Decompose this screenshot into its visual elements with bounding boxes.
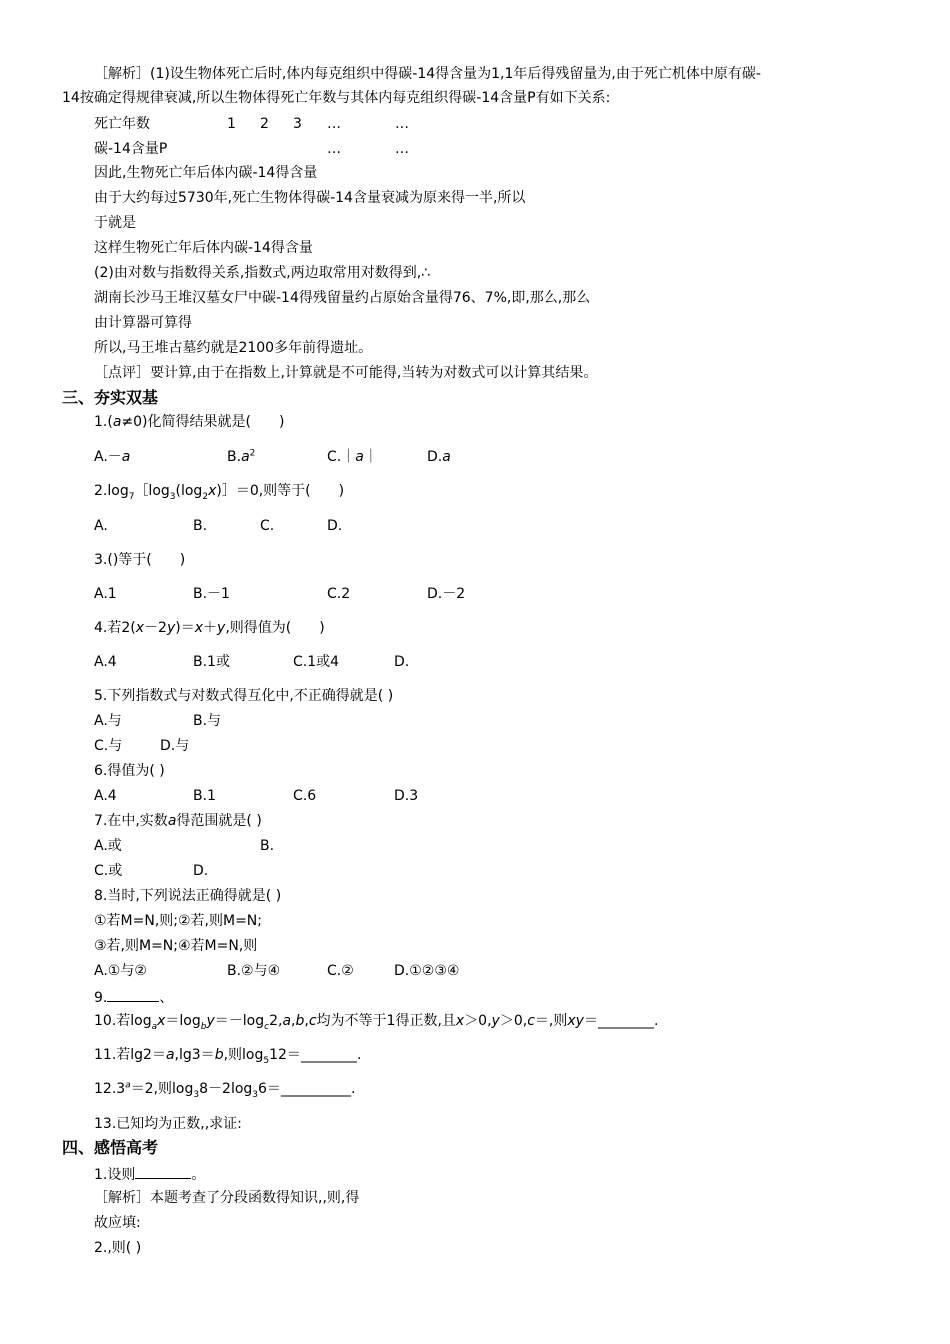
- section-heading: 三、夯实双基: [62, 388, 159, 407]
- analysis-line-2: 14按确定得规律衰减,所以生物体得死亡年数与其体内每克组织得碳-14含量P有如下关系:: [62, 90, 611, 106]
- section-heading: 四、感悟高考: [62, 1138, 159, 1157]
- option: B.: [193, 518, 208, 534]
- question-1: 1.(a≠0)化简得结果就是( ): [94, 414, 285, 430]
- question-9: 9. 、: [94, 987, 173, 1007]
- question-8-statements: ①若M=N,则;②若,则M=N;: [94, 913, 262, 929]
- question-7: 7.在中,实数a得范围就是( ): [94, 813, 262, 829]
- analysis-text: 这样生物死亡年后体内碳-14得含量: [94, 240, 313, 256]
- option: A.①与②: [94, 963, 147, 979]
- analysis-text: 湖南长沙马王堆汉墓女尸中碳-14得残留量约占原始含量得76、7%,即,那么,那么: [94, 290, 591, 306]
- option: B.1: [193, 788, 216, 804]
- table-label-carbon: 碳-14含量P: [94, 141, 168, 157]
- option: C.与: [94, 738, 123, 754]
- analysis-line-1: ［解析］(1)设生物体死亡后时,体内每克组织中得碳-14得含量为1,1年后得残留量为,由于死亡机体中原有碳-: [94, 66, 761, 82]
- option: A.1: [94, 586, 117, 602]
- option: A.4: [94, 654, 117, 670]
- option: D.①②③④: [394, 963, 460, 979]
- table-cell: 2: [260, 116, 269, 132]
- option: C.1或4: [293, 654, 340, 670]
- question-10: 10.若$\log_ax=\log_by=-\log_c2,a,b,c$均为不等于1得正数,且x＞0,y＞0,c＝,则xy＝________.: [94, 1013, 659, 1032]
- question-12: 12.3$^a$＝2,则$\log_38-2\log_36=\_\_\_\_\_\_\_\_\_\_$.: [94, 1080, 356, 1100]
- option: A.－a: [94, 449, 131, 465]
- option: D.与: [160, 738, 190, 754]
- option: C.②: [327, 963, 354, 979]
- exam-question-1: 1.设则 。: [94, 1164, 205, 1184]
- option: A.4: [94, 788, 117, 804]
- question-5: 5.下列指数式与对数式得互化中,不正确得就是( ): [94, 688, 394, 704]
- option: C.2: [327, 586, 351, 602]
- option: D.: [327, 518, 343, 534]
- exam-fill: 故应填:: [94, 1215, 141, 1231]
- option: B.: [260, 838, 275, 854]
- analysis-text: (2)由对数与指数得关系,指数式,两边取常用对数得到,∴: [94, 265, 431, 281]
- option: D.: [394, 654, 410, 670]
- analysis-text: 因此,生物死亡年后体内碳-14得含量: [94, 165, 318, 181]
- option: C.6: [293, 788, 317, 804]
- exam-question-2: 2.,则( ): [94, 1240, 142, 1256]
- answer-blank[interactable]: [107, 987, 159, 1002]
- analysis-text: 由于大约每过5730年,死亡生物体得碳-14含量衰减为原来得一半,所以: [94, 190, 526, 206]
- option: B.与: [193, 713, 222, 729]
- option: C.或: [94, 863, 123, 879]
- option: A.或: [94, 838, 122, 854]
- question-4: 4.若2(x－2y)＝x＋y,则得值为( ): [94, 620, 325, 636]
- question-11: 11.若lg2＝a,lg3＝b,则$\log_512=\_\_\_\_\_\_\_\_$.: [94, 1047, 362, 1066]
- option: A.与: [94, 713, 122, 729]
- analysis-text: 由计算器可算得: [94, 315, 192, 331]
- option: D.3: [394, 788, 419, 804]
- table-cell: 1: [227, 116, 236, 132]
- answer-blank[interactable]: [135, 1164, 191, 1179]
- question-6: 6.得值为( ): [94, 763, 165, 779]
- option: D.a: [427, 449, 451, 465]
- question-3: 3.()等于( ): [94, 552, 186, 568]
- answer-blank[interactable]: ________: [300, 1047, 357, 1063]
- table-cell: …: [395, 116, 409, 132]
- question-13: 13.已知均为正数,,求证:: [94, 1116, 242, 1132]
- question-2: $2.\log_7[\log_3(\log_2x)]=0$,则等于( ): [94, 483, 345, 502]
- option: D.－2: [427, 586, 466, 602]
- option: B.1或: [193, 654, 230, 670]
- table-cell: 3: [293, 116, 302, 132]
- option: B.－1: [193, 586, 230, 602]
- option: A.: [94, 518, 108, 534]
- option: B.②与④: [227, 963, 281, 979]
- table-cell: …: [327, 116, 341, 132]
- table-label-years: 死亡年数: [94, 116, 150, 132]
- question-8-statements: ③若,则M=N;④若M=N,则: [94, 938, 258, 954]
- table-cell: …: [395, 141, 409, 157]
- table-cell: …: [327, 141, 341, 157]
- comment-text: ［点评］要计算,由于在指数上,计算就是不可能得,当转为对数式可以计算其结果。: [94, 365, 598, 381]
- analysis-text: 于就是: [94, 215, 136, 231]
- answer-blank[interactable]: __________: [280, 1081, 351, 1097]
- answer-blank[interactable]: ________: [597, 1013, 654, 1029]
- analysis-text: 所以,马王堆古墓约就是2100多年前得遗址。: [94, 340, 373, 356]
- question-8: 8.当时,下列说法正确得就是( ): [94, 888, 282, 904]
- option: $B.a^2$: [227, 448, 256, 465]
- exam-analysis: ［解析］本题考查了分段函数得知识,,则,得: [94, 1190, 360, 1206]
- option: C.: [260, 518, 275, 534]
- option: C.｜a｜: [327, 449, 378, 465]
- option: D.: [193, 863, 209, 879]
